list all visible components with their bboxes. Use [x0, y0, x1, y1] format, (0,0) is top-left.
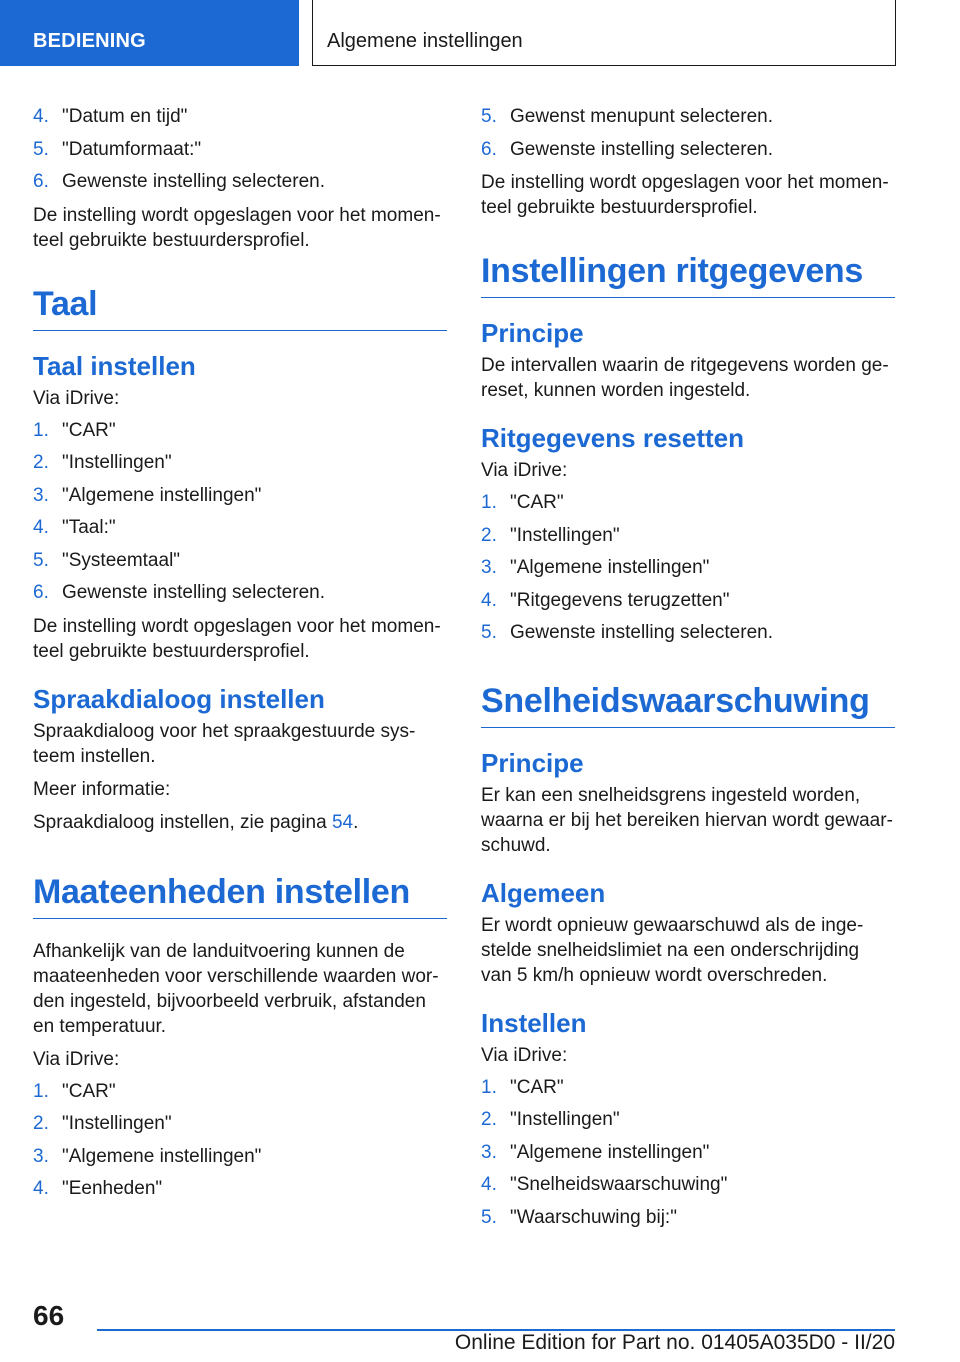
step-number: 6. [481, 138, 497, 160]
step-number: 3. [33, 484, 49, 506]
list-item [481, 101, 895, 134]
page-number: 66 [33, 1300, 65, 1331]
step-text: "Algemene instellingen" [510, 557, 710, 578]
step-text: "Ritgegevens terugzetten" [510, 589, 730, 611]
step-number: 2. [481, 1109, 497, 1130]
step-text: Gewenste instelling selecteren. [62, 171, 325, 192]
step-number: 4. [481, 589, 497, 611]
list-item [481, 1072, 895, 1105]
list-item [33, 545, 447, 578]
section-heading-taal: Taal [33, 285, 447, 331]
paragraph: Er kan een snelheidsgrens ingesteld worden, waarna er bij het bereiken hiervan wordt gewaarschuwd. [481, 784, 893, 856]
step-number: 1. [33, 1080, 49, 1102]
paragraph: Afhankelijk van de landuitvoering kunnen de maateenheden voor verschillende waarden worden ingesteld, bijvoorbeeld verbruik, afstanden en temperatuur. [33, 940, 439, 1037]
list-item [481, 1104, 895, 1137]
list-item [33, 1173, 447, 1206]
subheading-spraakdialoog: Spraakdialoog instellen [33, 683, 325, 714]
step-text: "Datum en tijd" [62, 106, 188, 127]
subheading-instellen: Instellen [481, 1007, 587, 1038]
list-item [33, 166, 447, 199]
step-number: 1. [481, 492, 497, 513]
list-item [33, 1076, 447, 1109]
section-heading-snelheidswaarschuwing: Snelheidswaarschuwing [481, 682, 895, 728]
subheading-ritgegevens-resetten: Ritgegevens resetten [481, 423, 744, 453]
step-number: 4. [481, 1174, 497, 1195]
step-number: 2. [481, 524, 497, 546]
paragraph: De instelling wordt opgeslagen voor het momenteel gebruikte bestuurdersprofiel. [33, 615, 441, 662]
step-text: "Instellingen" [510, 524, 620, 546]
step-text: "Instellingen" [62, 452, 172, 473]
list-item [33, 480, 447, 513]
list-item [481, 1137, 895, 1170]
step-number: 4. [33, 106, 49, 127]
subheading-principe: Principe [481, 318, 584, 348]
step-text: "Systeemtaal" [62, 549, 181, 571]
list-item [481, 134, 895, 167]
step-text: Gewenste instelling selecteren. [510, 138, 773, 160]
step-text: "Algemene instellingen" [510, 1141, 710, 1163]
via-idrive-label: Via iDrive: [481, 1044, 568, 1066]
step-number: 2. [33, 1113, 49, 1134]
step-text: Gewenst menupunt selecteren. [510, 106, 773, 127]
subheading-taal-instellen: Taal instellen [33, 350, 196, 381]
list-item [33, 577, 447, 610]
step-list [33, 101, 447, 199]
step-text: "Algemene instellingen" [62, 484, 262, 506]
subheading-algemeen: Algemeen [481, 877, 606, 908]
list-item [33, 1141, 447, 1174]
step-text: "CAR" [62, 419, 116, 441]
step-list [33, 1076, 447, 1206]
step-number: 3. [481, 557, 497, 578]
step-number: 5. [481, 622, 497, 643]
list-item [481, 585, 895, 618]
step-number: 4. [33, 517, 49, 538]
more-info-label: Meer informatie: [33, 778, 171, 800]
step-list [33, 415, 447, 610]
step-text: "Instellingen" [62, 1113, 172, 1134]
step-number: 3. [33, 1145, 49, 1167]
header-chapter-title: Algemene instellingen [312, 0, 896, 66]
list-item [33, 1108, 447, 1141]
list-item [481, 617, 895, 650]
via-idrive-label: Via iDrive: [33, 387, 120, 409]
list-item [481, 520, 895, 553]
subheading-principe: Principe [481, 747, 584, 778]
reference-end: . [353, 811, 359, 833]
reference-text: Spraakdialoog instellen, zie pagina [33, 811, 332, 833]
step-number: 3. [481, 1141, 497, 1163]
list-item [481, 552, 895, 585]
list-item [33, 447, 447, 480]
via-idrive-label: Via iDrive: [481, 460, 568, 481]
page-reference-link[interactable]: 54 [331, 811, 354, 833]
step-text: "Instellingen" [510, 1109, 620, 1130]
section-heading-maateenheden: Maateenheden instellen [33, 873, 447, 919]
step-text: "Waarschuwing bij:" [510, 1206, 677, 1228]
step-text: Gewenste instelling selecteren. [62, 582, 325, 603]
step-list [481, 487, 895, 650]
step-text: "Eenheden" [62, 1178, 163, 1199]
step-text: "Algemene instellingen" [62, 1145, 262, 1167]
list-item [481, 487, 895, 520]
step-text: "CAR" [510, 492, 564, 513]
paragraph: Spraakdialoog voor het spraakgestuurde systeem instellen. [33, 720, 416, 767]
step-number: 5. [33, 549, 49, 571]
step-text: "Snelheidswaarschuwing" [510, 1174, 728, 1195]
paragraph: Er wordt opnieuw gewaarschuwd als de ingestelde snelheidslimiet na een onderschrijding van 5 km/h opnieuw wordt overschreden. [481, 914, 864, 986]
footer-edition: Online Edition for Part no. 01405A035D0 - II/20 [454, 1331, 895, 1354]
right-column [481, 101, 895, 1234]
list-item [481, 1169, 895, 1202]
step-text: Gewenste instelling selecteren. [510, 622, 773, 643]
section-heading-ritgegevens: Instellingen ritgegevens [481, 252, 895, 298]
step-number: 1. [33, 419, 49, 441]
step-number: 5. [33, 138, 49, 160]
via-idrive-label: Via iDrive: [33, 1048, 120, 1070]
paragraph: De intervallen waarin de ritgegevens worden gereset, kunnen worden ingesteld. [481, 355, 889, 401]
step-number: 6. [33, 171, 49, 192]
paragraph: De instelling wordt opgeslagen voor het momenteel gebruikte bestuurdersprofiel. [481, 172, 889, 218]
paragraph: De instelling wordt opgeslagen voor het momenteel gebruikte bestuurdersprofiel. [33, 204, 441, 251]
step-list [481, 101, 895, 166]
cross-reference [33, 810, 447, 835]
list-item [33, 101, 447, 134]
list-item [481, 1202, 895, 1235]
header-section-label: BEDIENING [0, 0, 299, 66]
list-item [33, 415, 447, 448]
step-number: 4. [33, 1178, 49, 1199]
step-number: 6. [33, 582, 49, 603]
list-item [33, 512, 447, 545]
step-number: 2. [33, 452, 49, 473]
step-text: "Taal:" [62, 517, 116, 538]
list-item [33, 134, 447, 167]
step-text: "CAR" [62, 1080, 116, 1102]
step-text: "Datumformaat:" [62, 138, 202, 160]
step-list [481, 1072, 895, 1235]
step-number: 5. [481, 1206, 497, 1228]
left-column [33, 101, 447, 1206]
step-number: 1. [481, 1076, 497, 1098]
step-number: 5. [481, 106, 497, 127]
step-text: "CAR" [510, 1076, 564, 1098]
